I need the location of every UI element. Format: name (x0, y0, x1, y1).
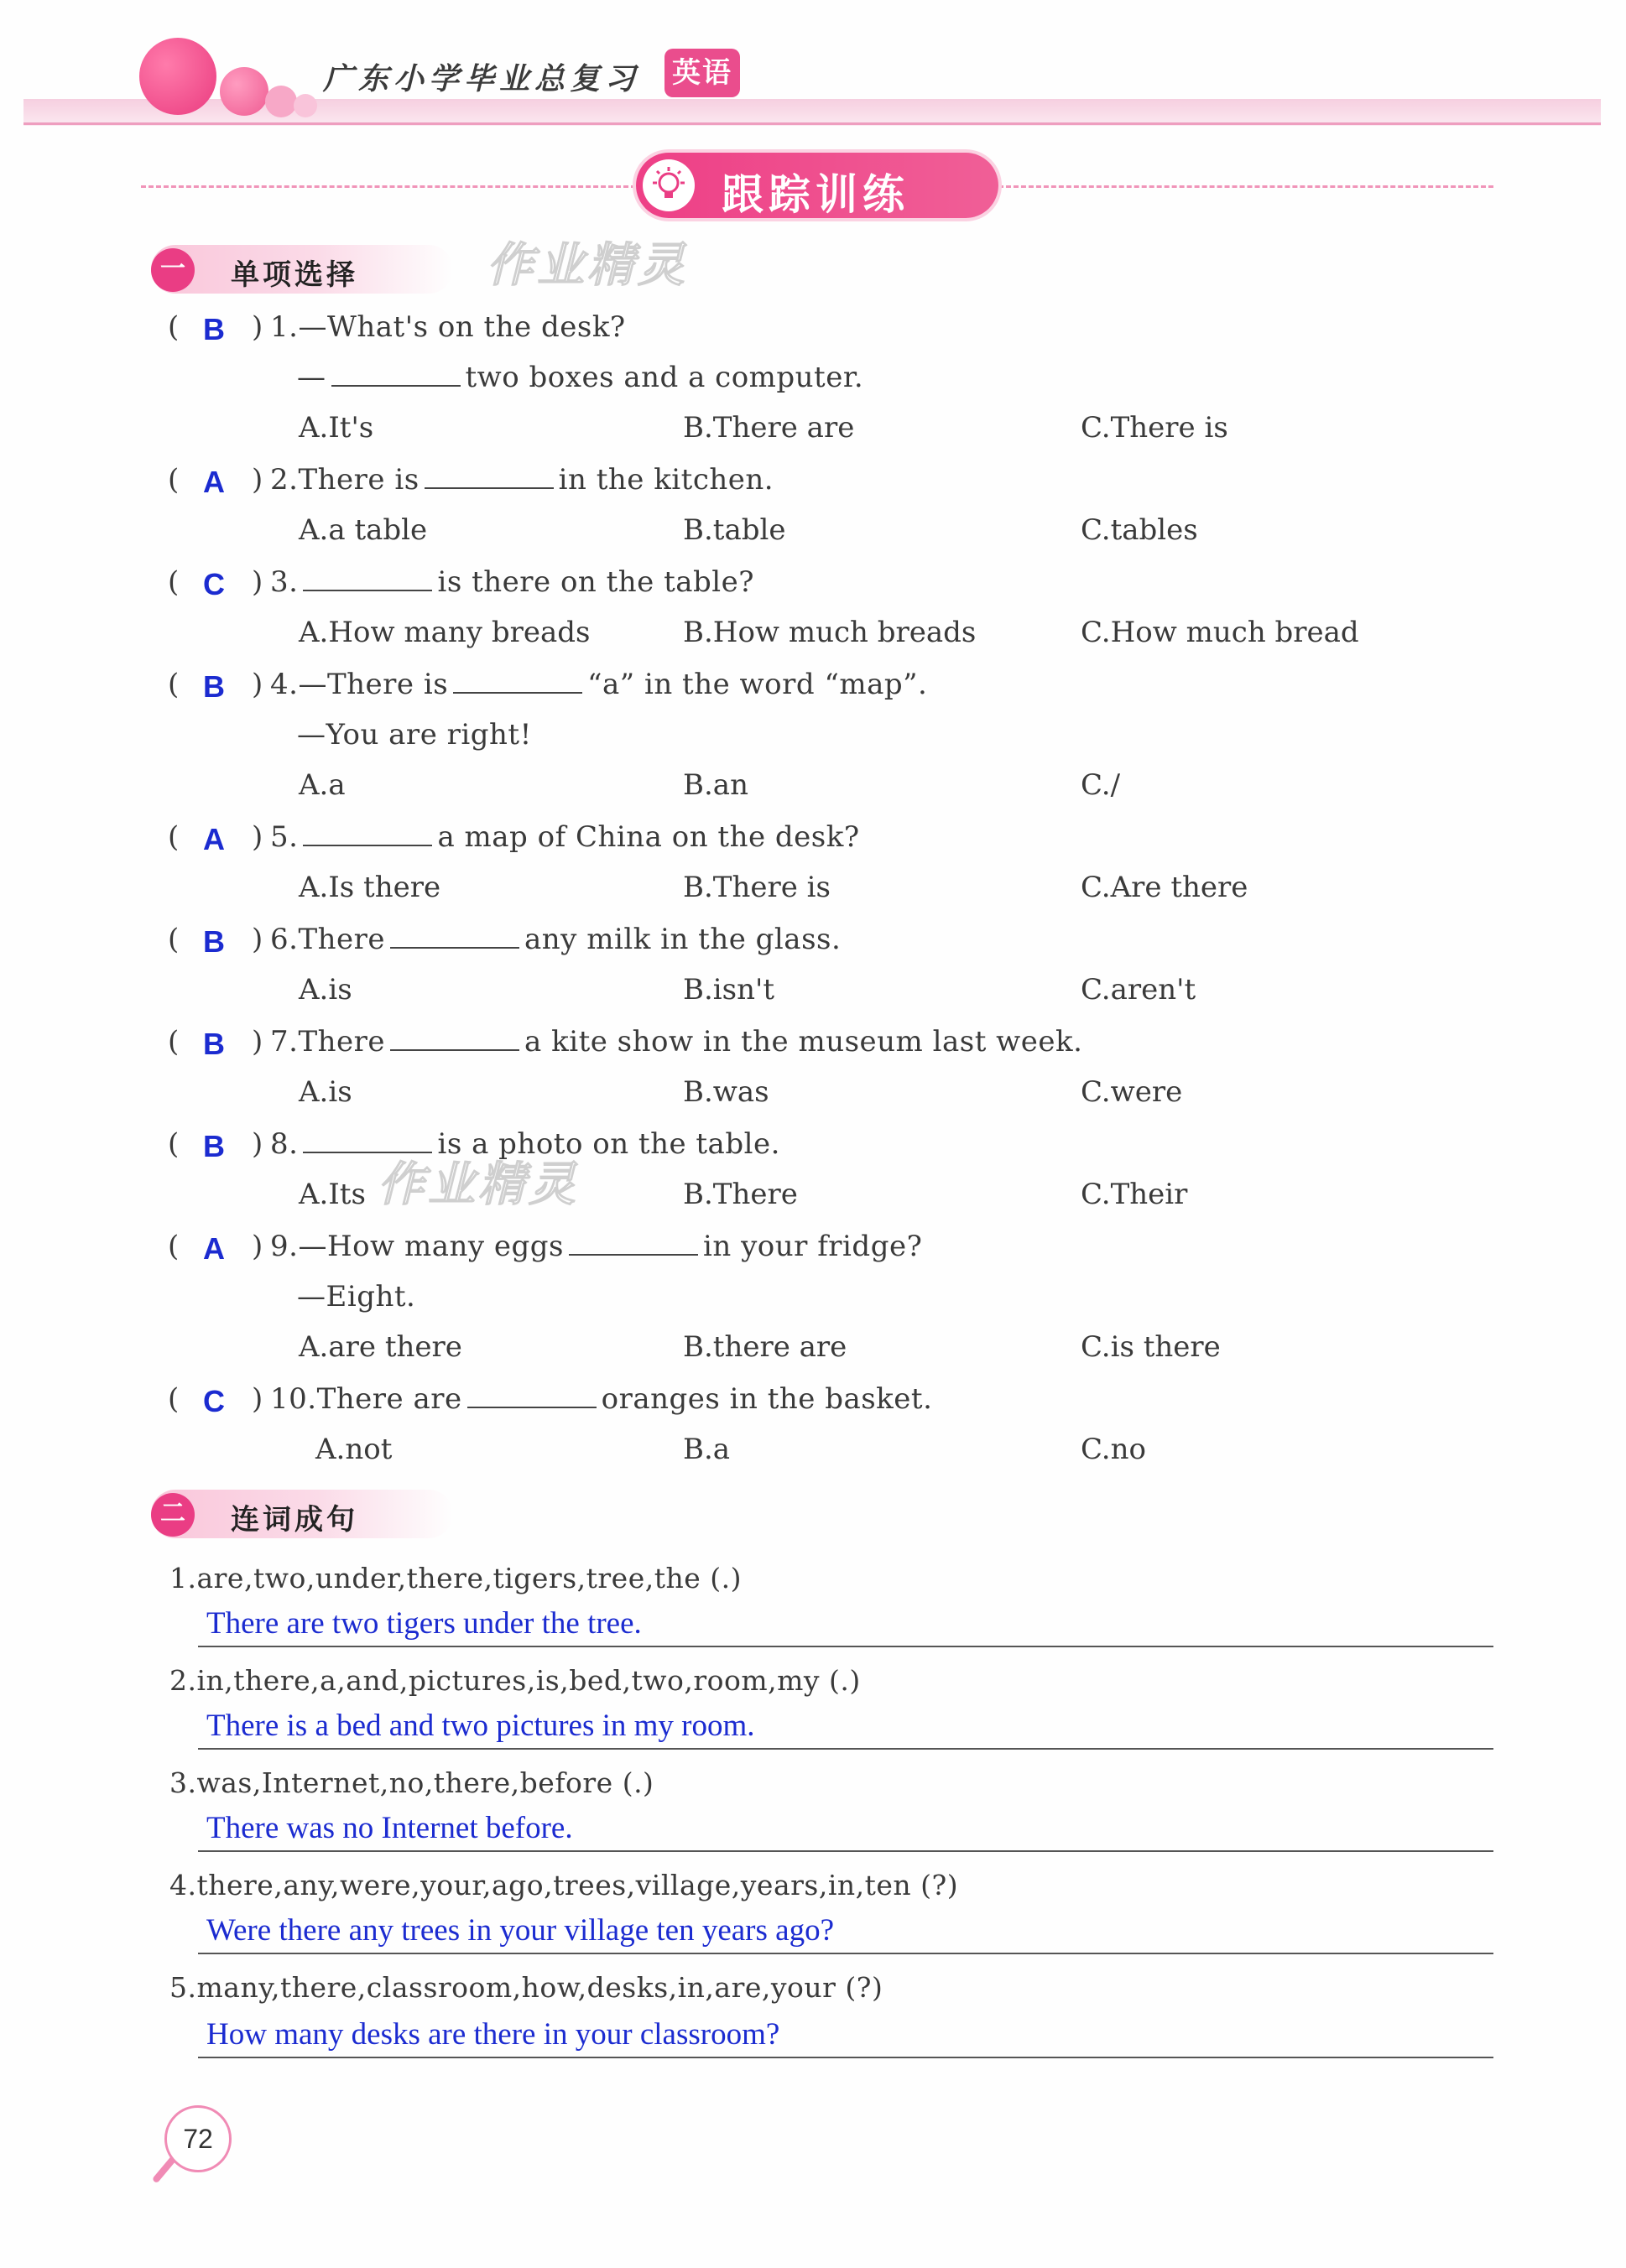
question-text-pre: 10.There are (270, 1382, 462, 1416)
paren-open: ( (168, 668, 180, 701)
scrambled-words: 5.many,there,classroom,how,desks,in,are,your (?) (169, 1971, 883, 2004)
paren-open: ( (168, 923, 180, 956)
section-banner (636, 153, 998, 218)
option-b: B.There (683, 1178, 798, 1211)
paren-close: ) (252, 310, 263, 344)
paren-open: ( (168, 463, 180, 497)
question-text-post: oranges in the basket. (601, 1382, 933, 1416)
paren-open: ( (168, 565, 180, 599)
answer-blank (467, 1383, 597, 1408)
option-c: C.aren't (1081, 973, 1196, 1007)
option-a: A.is (299, 1075, 352, 1109)
subject-badge: 英语 (664, 49, 740, 97)
answer-line (198, 1850, 1493, 1852)
scrambled-words: 1.are,two,under,there,tigers,tree,the (.) (169, 1562, 742, 1594)
question-text (270, 820, 860, 854)
option-c: C.tables (1081, 513, 1198, 547)
paren-open: ( (168, 1025, 180, 1059)
watermark: 作业精灵 (487, 238, 688, 293)
question-text-post: is there on the table? (437, 565, 755, 599)
part-number: 一 (151, 248, 195, 292)
part-header-sentence-building (151, 1490, 453, 1538)
answer-blank (303, 821, 432, 846)
scrambled-words: 4.there,any,were,your,ago,trees,village,years,in,ten (?) (169, 1869, 959, 1901)
answer-blank (390, 1026, 519, 1051)
header-divider (23, 122, 1601, 125)
question-text (270, 668, 927, 701)
question-text-post: any milk in the glass. (524, 923, 842, 956)
question-text: two boxes and a computer. (465, 361, 864, 394)
paren-open: ( (168, 1382, 180, 1416)
answer-mark: B (203, 1027, 225, 1061)
scrambled-words: 2.in,there,a,and,pictures,is,bed,two,room,my (.) (169, 1664, 861, 1697)
question-reply: —You are right! (297, 718, 532, 752)
paren-close: ) (252, 1230, 263, 1263)
answer-line (198, 1646, 1493, 1647)
question-text-post: is a photo on the table. (437, 1127, 780, 1161)
option-c: C.How much bread (1081, 616, 1359, 649)
answer-mark: A (203, 1231, 225, 1266)
answer-mark: C (203, 1384, 225, 1418)
option-b: B.There are (683, 411, 855, 445)
question-text-post: in your fridge? (703, 1230, 923, 1263)
answer-mark: A (203, 465, 225, 499)
option-c: C.There is (1081, 411, 1228, 445)
option-b: B.table (683, 513, 786, 547)
answer-line (198, 2057, 1493, 2058)
part-header-single-choice (151, 245, 453, 294)
option-a: A.a (299, 768, 346, 802)
answer-blank (569, 1230, 698, 1256)
option-b: B.a (683, 1433, 731, 1466)
paren-open: ( (168, 310, 180, 344)
page-number: 72 (164, 2105, 232, 2172)
paren-close: ) (252, 1025, 263, 1059)
part-number: 二 (151, 1493, 195, 1537)
answer-blank (425, 464, 554, 489)
option-a: A.are there (299, 1330, 462, 1364)
decor-dot (220, 67, 268, 116)
watermark: 作业精灵 (378, 1157, 579, 1212)
answer-blank (390, 923, 519, 949)
option-a: A.Its (299, 1178, 366, 1211)
question-text-post: a map of China on the desk? (437, 820, 860, 854)
option-b: B.there are (683, 1330, 847, 1364)
option-b: B.isn't (683, 973, 775, 1007)
answer-mark: B (203, 312, 225, 346)
question-text: 1.—What's on the desk? (270, 310, 626, 344)
sentence-answer: There is a bed and two pictures in my room. (206, 1709, 755, 1743)
answer-blank (453, 668, 582, 694)
option-b: B.How much breads (683, 616, 977, 649)
option-a: A.It's (299, 411, 374, 445)
paren-open: ( (168, 1230, 180, 1263)
sentence-answer: How many desks are there in your classroom? (206, 2017, 780, 2052)
sentence-answer: Were there any trees in your village ten years ago? (206, 1913, 834, 1948)
paren-close: ) (252, 1382, 263, 1416)
question-text-pre: 6.There (270, 923, 386, 956)
question-text-pre: 4.—There is (270, 668, 449, 701)
option-c: C.no (1081, 1433, 1146, 1466)
paren-close: ) (252, 923, 263, 956)
dash: — (297, 361, 326, 394)
answer-mark: C (203, 567, 225, 601)
question-text (270, 463, 774, 497)
scrambled-words: 3.was,Internet,no,there,before (.) (169, 1766, 654, 1799)
sentence-answer: There was no Internet before. (206, 1811, 573, 1845)
question-text-post: in the kitchen. (558, 463, 774, 497)
question-text (270, 1025, 1082, 1059)
paren-close: ) (252, 565, 263, 599)
option-c: C.were (1081, 1075, 1183, 1109)
paren-open: ( (168, 1127, 180, 1161)
part-title: 连词成句 (231, 1503, 358, 1537)
answer-blank (331, 362, 461, 387)
paren-close: ) (252, 668, 263, 701)
option-b: B.an (683, 768, 748, 802)
question-text-pre: 3. (270, 565, 299, 599)
answer-mark: B (203, 924, 225, 959)
question-text-pre: 5. (270, 820, 299, 854)
option-a: A.How many breads (299, 616, 591, 649)
question-text-post: a kite show in the museum last week. (524, 1025, 1083, 1059)
option-c: C./ (1081, 768, 1121, 802)
option-b: B.was (683, 1075, 769, 1109)
question-text-pre: 7.There (270, 1025, 386, 1059)
decor-dot (294, 94, 317, 117)
answer-mark: A (203, 822, 225, 856)
answer-line (198, 1748, 1493, 1750)
question-text-pre: 2.There is (270, 463, 420, 497)
option-a: A.a table (299, 513, 428, 547)
question-reply: —Eight. (297, 1280, 416, 1313)
lightbulb-icon (643, 159, 695, 211)
section-title: 跟踪训练 (722, 170, 909, 219)
answer-mark: B (203, 1129, 225, 1163)
answer-mark: B (203, 669, 225, 704)
question-text (270, 565, 754, 599)
option-a: A.Is there (299, 871, 441, 904)
question-text-post: “a” in the word “map”. (587, 668, 928, 701)
dashed-divider-right (998, 185, 1493, 188)
paren-open: ( (168, 820, 180, 854)
paren-close: ) (252, 820, 263, 854)
question-text (297, 361, 863, 394)
dashed-divider-left (141, 185, 636, 188)
option-c: C.is there (1081, 1330, 1221, 1364)
option-a: A.not (315, 1433, 393, 1466)
option-c: C.Are there (1081, 871, 1248, 904)
question-text (270, 923, 841, 956)
option-b: B.There is (683, 871, 831, 904)
question-text (270, 1382, 932, 1416)
paren-close: ) (252, 1127, 263, 1161)
option-a: A.is (299, 973, 352, 1007)
question-text (270, 1230, 922, 1263)
answer-line (198, 1953, 1493, 1954)
decor-dot (139, 38, 216, 115)
book-title: 广东小学毕业总复习 (323, 62, 641, 96)
option-c: C.Their (1081, 1178, 1188, 1211)
part-title: 单项选择 (231, 258, 358, 292)
decor-dot (265, 86, 297, 117)
answer-blank (303, 566, 432, 591)
paren-close: ) (252, 463, 263, 497)
sentence-answer: There are two tigers under the tree. (206, 1606, 642, 1641)
question-text-pre: 8. (270, 1127, 299, 1161)
question-text-pre: 9.—How many eggs (270, 1230, 564, 1263)
